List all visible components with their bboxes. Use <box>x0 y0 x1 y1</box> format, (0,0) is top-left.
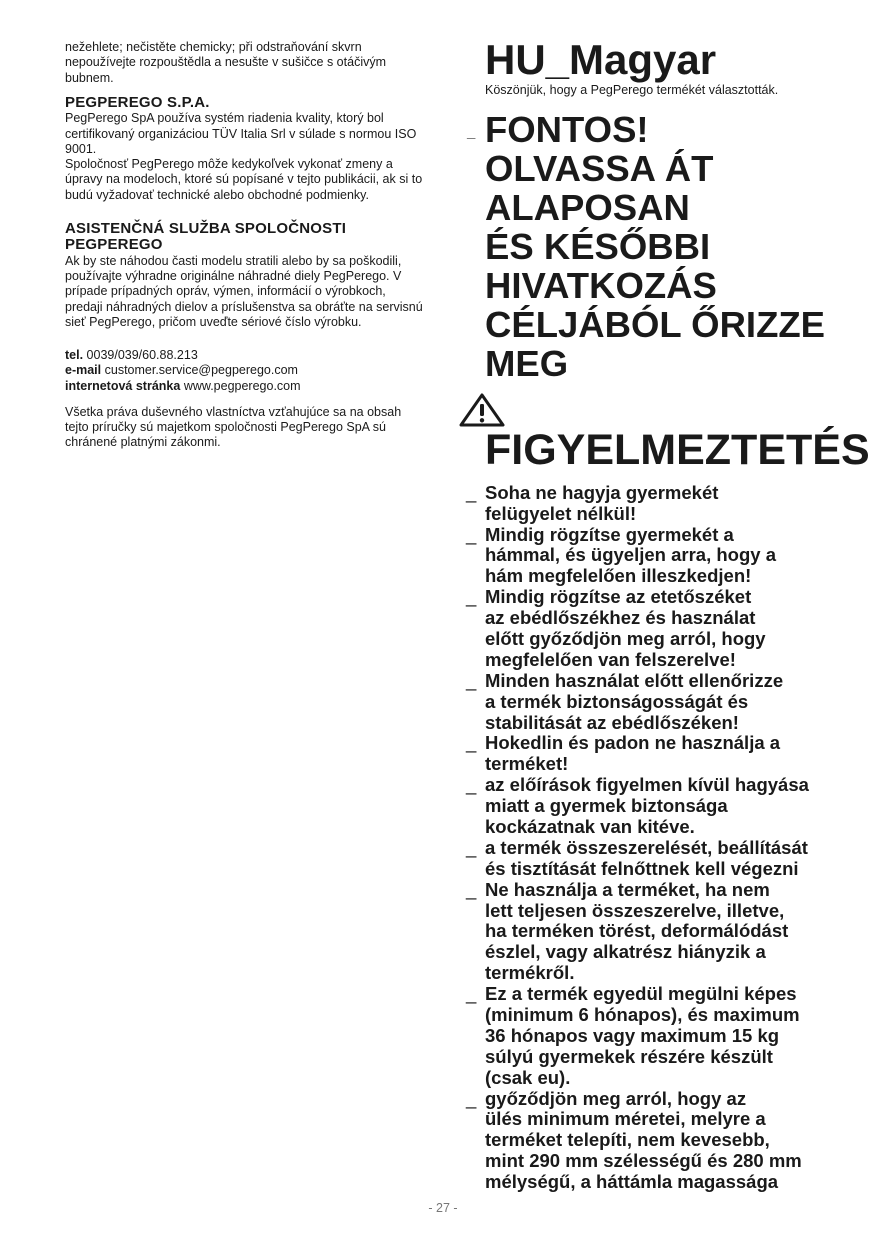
warning-item-line: mint 290 mm szélességű és 280 mm <box>485 1150 802 1172</box>
warning-item-line: Ne használja a terméket, ha nem <box>485 878 770 900</box>
warning-item-line: 36 hónapos vagy maximum 15 kg <box>485 1024 780 1046</box>
warning-item <box>463 671 858 734</box>
warning-triangle-icon <box>459 393 505 427</box>
warning-item-line: stabilitását az ebédlőszéken! <box>485 711 739 733</box>
warning-item-line: Mindig rögzítse gyermekét a <box>485 523 734 545</box>
warning-item <box>463 525 858 588</box>
warning-item-line: a termék biztonságosságát és <box>485 690 749 712</box>
contact-web <box>65 379 425 394</box>
warning-item-line: (csak eu). <box>485 1066 571 1088</box>
tel-label: tel. <box>65 348 84 362</box>
warning-title: FIGYELMEZTETÉS <box>485 426 870 475</box>
warning-item-line: miatt a gyermek biztonsága <box>485 795 728 817</box>
important-line: ALAPOSAN <box>485 187 690 229</box>
warning-item-line: Minden használat előtt ellenőrizze <box>485 669 784 691</box>
bullet-dash: _ <box>466 1087 477 1109</box>
warning-item-line: az előírások figyelmen kívül hagyása <box>485 774 809 796</box>
company-title: PEGPEREGO S.P.A. <box>65 93 210 111</box>
company-paragraph-1: PegPerego SpA používa systém riadenia kvality, ktorý bol certifikovaný organizáciou TÜV Italia Srl v súlade s normou ISO 9001. <box>65 111 417 156</box>
warning-item-line: Soha ne hagyja gyermekét <box>485 481 719 503</box>
bullet-dash: _ <box>466 774 477 796</box>
bullet-dash: _ <box>466 523 477 545</box>
warning-item-line: előtt győződjön meg arról, hogy <box>485 627 766 649</box>
email-value: customer.service@pegperego.com <box>104 363 298 378</box>
important-line: MEG <box>485 343 569 385</box>
warning-item-line: mélységű, a háttámla magassága <box>485 1171 779 1193</box>
language-title: HU_Magyar <box>485 36 717 83</box>
rights-text: Všetka práva duševného vlastníctva vzťahujúce sa na obsah tejto príručky sú majetkom spoločnosti PegPerego SpA sú chránené platnými zákonmi. <box>65 404 402 450</box>
warning-item-line: észlel, vagy alkatrész hiányzik a <box>485 941 766 963</box>
thanks-text: Köszönjük, hogy a PegPerego termékét választották. <box>485 83 779 98</box>
right-column <box>463 36 870 1193</box>
bullet-dash: _ <box>466 481 477 503</box>
important-line: FONTOS! <box>485 109 649 151</box>
warning-item <box>463 483 858 525</box>
contact-tel <box>65 348 425 363</box>
left-column <box>65 40 425 451</box>
warning-item-line: megfelelően van felszerelve! <box>485 648 736 670</box>
warning-item-line: Hokedlin és padon ne használja a <box>485 732 781 754</box>
contact-block <box>65 348 425 394</box>
warning-item-line: a termék összeszerelését, beállítását <box>485 836 808 858</box>
warning-item-line: ülés minimum méretei, melyre a <box>485 1108 766 1130</box>
warning-item <box>463 838 858 880</box>
important-heading <box>485 110 858 383</box>
warning-item-line: Ez a termék egyedül megülni képes <box>485 983 797 1005</box>
warning-item-line: lett teljesen összeszerelve, illetve, <box>485 899 785 921</box>
warning-item-line: terméket telepíti, nem kevesebb, <box>485 1129 770 1151</box>
warning-item-line: termékről. <box>485 962 575 984</box>
intro-text: nežehlete; nečistěte chemicky; při odstraňování skvrn nepoužívejte rozpouštědla a nesušte v sušičce s otáčivým bubnem. <box>65 40 387 85</box>
warning-item-line: kockázatnak van kitéve. <box>485 815 695 837</box>
web-label: internetová stránka <box>65 378 181 393</box>
service-title: ASISTENČNÁ SLUŽBA SPOLOČNOSTI PEGPEREGO <box>65 219 347 254</box>
warning-item-line: ha terméken törést, deformálódást <box>485 920 789 942</box>
warning-item-line: súlyú gyermekek részére készült <box>485 1045 773 1067</box>
company-section <box>65 95 425 203</box>
warning-item-line: az ebédlőszékhez és használat <box>485 607 756 629</box>
warning-item-line: (minimum 6 hónapos), és maximum <box>485 1003 800 1025</box>
important-line: HIVATKOZÁS <box>485 265 717 307</box>
warning-item-line: és tisztítását felnőttnek kell végezni <box>485 857 799 879</box>
warning-item <box>463 984 858 1088</box>
contact-email <box>65 363 425 378</box>
warning-item-line: győződjön meg arról, hogy az <box>485 1087 747 1109</box>
page-number: - 27 - <box>428 1201 458 1215</box>
service-section <box>65 221 425 330</box>
bullet-dash: _ <box>467 124 476 142</box>
important-line: ÉS KÉSŐBBI <box>485 226 711 268</box>
warning-item <box>463 587 858 671</box>
important-line: OLVASSA ÁT <box>485 148 714 190</box>
tel-value: 0039/039/60.88.213 <box>86 348 198 362</box>
warning-item-line: hám megfelelően illeszkedjen! <box>485 565 752 587</box>
warning-item <box>463 1089 858 1193</box>
warning-item-line: Mindig rögzítse az etetőszéket <box>485 586 752 608</box>
warning-list <box>463 483 858 1193</box>
email-label: e-mail <box>65 363 102 378</box>
important-notice <box>463 110 858 383</box>
warning-item <box>463 880 858 984</box>
service-text: Ak by ste náhodou časti modelu stratili alebo by sa poškodili, používajte výhradne originálne náhradné diely PegPerego. V prípade prípadných opráv, výmen, informácií o výrobkoch, predaji náhradných dielov a príslušenstva sa obráťte na servisnú sieť PegPerego, pričom uveďte sériové číslo výrobku. <box>65 253 423 329</box>
warning-item-line: terméket! <box>485 753 569 775</box>
warning-item-line: felügyelet nélkül! <box>485 502 637 524</box>
web-value: www.pegperego.com <box>183 378 301 393</box>
bullet-dash: _ <box>466 983 477 1005</box>
bullet-dash: _ <box>466 836 477 858</box>
bullet-dash: _ <box>466 669 477 691</box>
warning-item-line: hámmal, és ügyeljen arra, hogy a <box>485 544 776 566</box>
bullet-dash: _ <box>466 586 477 608</box>
warning-item <box>463 775 858 838</box>
important-line: CÉLJÁBÓL ŐRIZZE <box>485 304 826 346</box>
company-paragraph-2: Spoločnosť PegPerego môže kedykoľvek vykonať zmeny a úpravy na modeloch, ktoré sú popísané v tejto publikácii, ak si to budú vyžadovať technické alebo obchodné podmienky. <box>65 157 423 202</box>
warning-item <box>463 733 858 775</box>
bullet-dash: _ <box>466 878 477 900</box>
bullet-dash: _ <box>466 732 477 754</box>
